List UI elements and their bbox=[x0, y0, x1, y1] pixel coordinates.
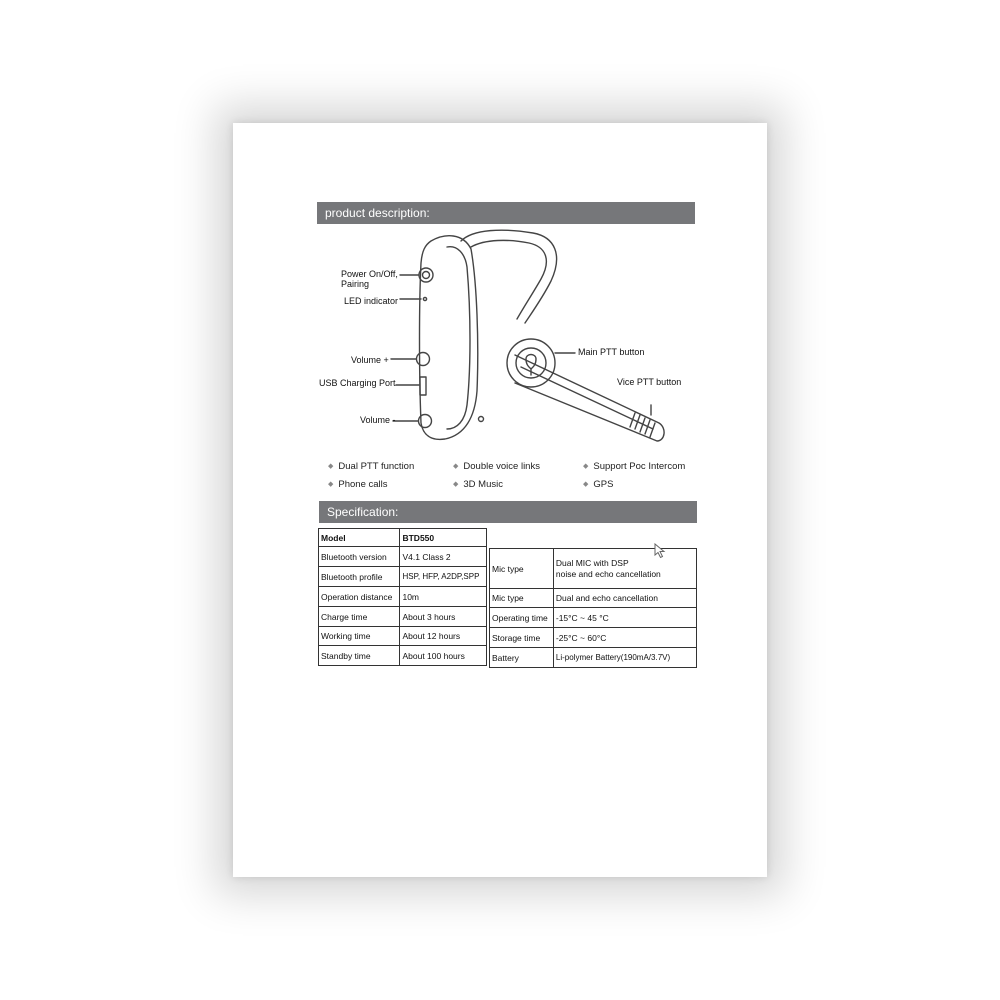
spec-value: BTD550 bbox=[400, 529, 487, 547]
feature-item: ◆ 3D Music bbox=[453, 479, 503, 490]
diamond-bullet-icon: ◆ bbox=[453, 463, 459, 470]
callout-main-ptt: Main PTT button bbox=[578, 347, 645, 357]
mouse-cursor-icon bbox=[654, 543, 666, 559]
spec-table-right bbox=[489, 548, 697, 668]
callout-volume-up: Volume + bbox=[351, 355, 389, 365]
spec-label: Standby time bbox=[319, 646, 400, 666]
spec-value: V4.1 Class 2 bbox=[400, 547, 487, 567]
spec-label: Mic type bbox=[490, 549, 554, 589]
spec-label: Charge time bbox=[319, 607, 400, 627]
feature-item: ◆ Phone calls bbox=[328, 479, 388, 490]
table-row bbox=[319, 529, 487, 547]
diamond-bullet-icon: ◆ bbox=[328, 463, 334, 470]
diamond-bullet-icon: ◆ bbox=[583, 481, 589, 488]
headset-diagram bbox=[233, 123, 767, 463]
diamond-bullet-icon: ◆ bbox=[583, 463, 589, 470]
specification-header bbox=[319, 501, 697, 523]
spec-value: HSP, HFP, A2DP,SPP bbox=[400, 567, 487, 587]
spec-value: Li-polymer Battery(190mA/3.7V) bbox=[553, 648, 696, 668]
feature-item: ◆ Support Poc Intercom bbox=[583, 461, 686, 472]
table-row bbox=[319, 547, 487, 567]
table-row bbox=[319, 607, 487, 627]
document-page bbox=[233, 123, 767, 877]
diamond-bullet-icon: ◆ bbox=[328, 481, 334, 488]
spec-value: About 100 hours bbox=[400, 646, 487, 666]
spec-label: Operating time bbox=[490, 608, 554, 628]
callout-vice-ptt: Vice PTT button bbox=[617, 377, 682, 387]
diamond-bullet-icon: ◆ bbox=[453, 481, 459, 488]
spec-label: Bluetooth version bbox=[319, 547, 400, 567]
table-row bbox=[490, 648, 697, 668]
spec-label: Bluetooth profile bbox=[319, 567, 400, 587]
callout-led-indicator: LED indicator bbox=[344, 296, 399, 306]
spec-value: -25°C ~ 60°C bbox=[553, 628, 696, 648]
spec-label: Operation distance bbox=[319, 587, 400, 607]
callout-power: Power On/Off, Pairing bbox=[341, 269, 398, 289]
callout-usb-charging-port: USB Charging Port bbox=[319, 378, 396, 388]
spec-label: Working time bbox=[319, 627, 400, 646]
spec-label: Model bbox=[319, 529, 400, 547]
product-description-title: product description: bbox=[325, 206, 430, 220]
spec-value: About 3 hours bbox=[400, 607, 487, 627]
spec-value: -15°C ~ 45 °C bbox=[553, 608, 696, 628]
feature-item: ◆ GPS bbox=[583, 479, 614, 490]
table-row bbox=[490, 628, 697, 648]
table-row bbox=[319, 587, 487, 607]
spec-label: Mic type bbox=[490, 589, 554, 608]
spec-label: Battery bbox=[490, 648, 554, 668]
spec-value: 10m bbox=[400, 587, 487, 607]
spec-value: Dual and echo cancellation bbox=[553, 589, 696, 608]
table-row bbox=[490, 589, 697, 608]
spec-table-left bbox=[318, 528, 487, 666]
spec-value: About 12 hours bbox=[400, 627, 487, 646]
feature-item: ◆ Double voice links bbox=[453, 461, 540, 472]
spec-label: Storage time bbox=[490, 628, 554, 648]
table-row bbox=[319, 627, 487, 646]
feature-item: ◆ Dual PTT function bbox=[328, 461, 415, 472]
callout-volume-down: Volume - bbox=[360, 415, 396, 425]
specification-title: Specification: bbox=[327, 505, 399, 519]
table-row bbox=[319, 646, 487, 666]
spec-value: Dual MIC with DSP noise and echo cancellation bbox=[553, 549, 696, 589]
table-row bbox=[490, 608, 697, 628]
table-row bbox=[319, 567, 487, 587]
